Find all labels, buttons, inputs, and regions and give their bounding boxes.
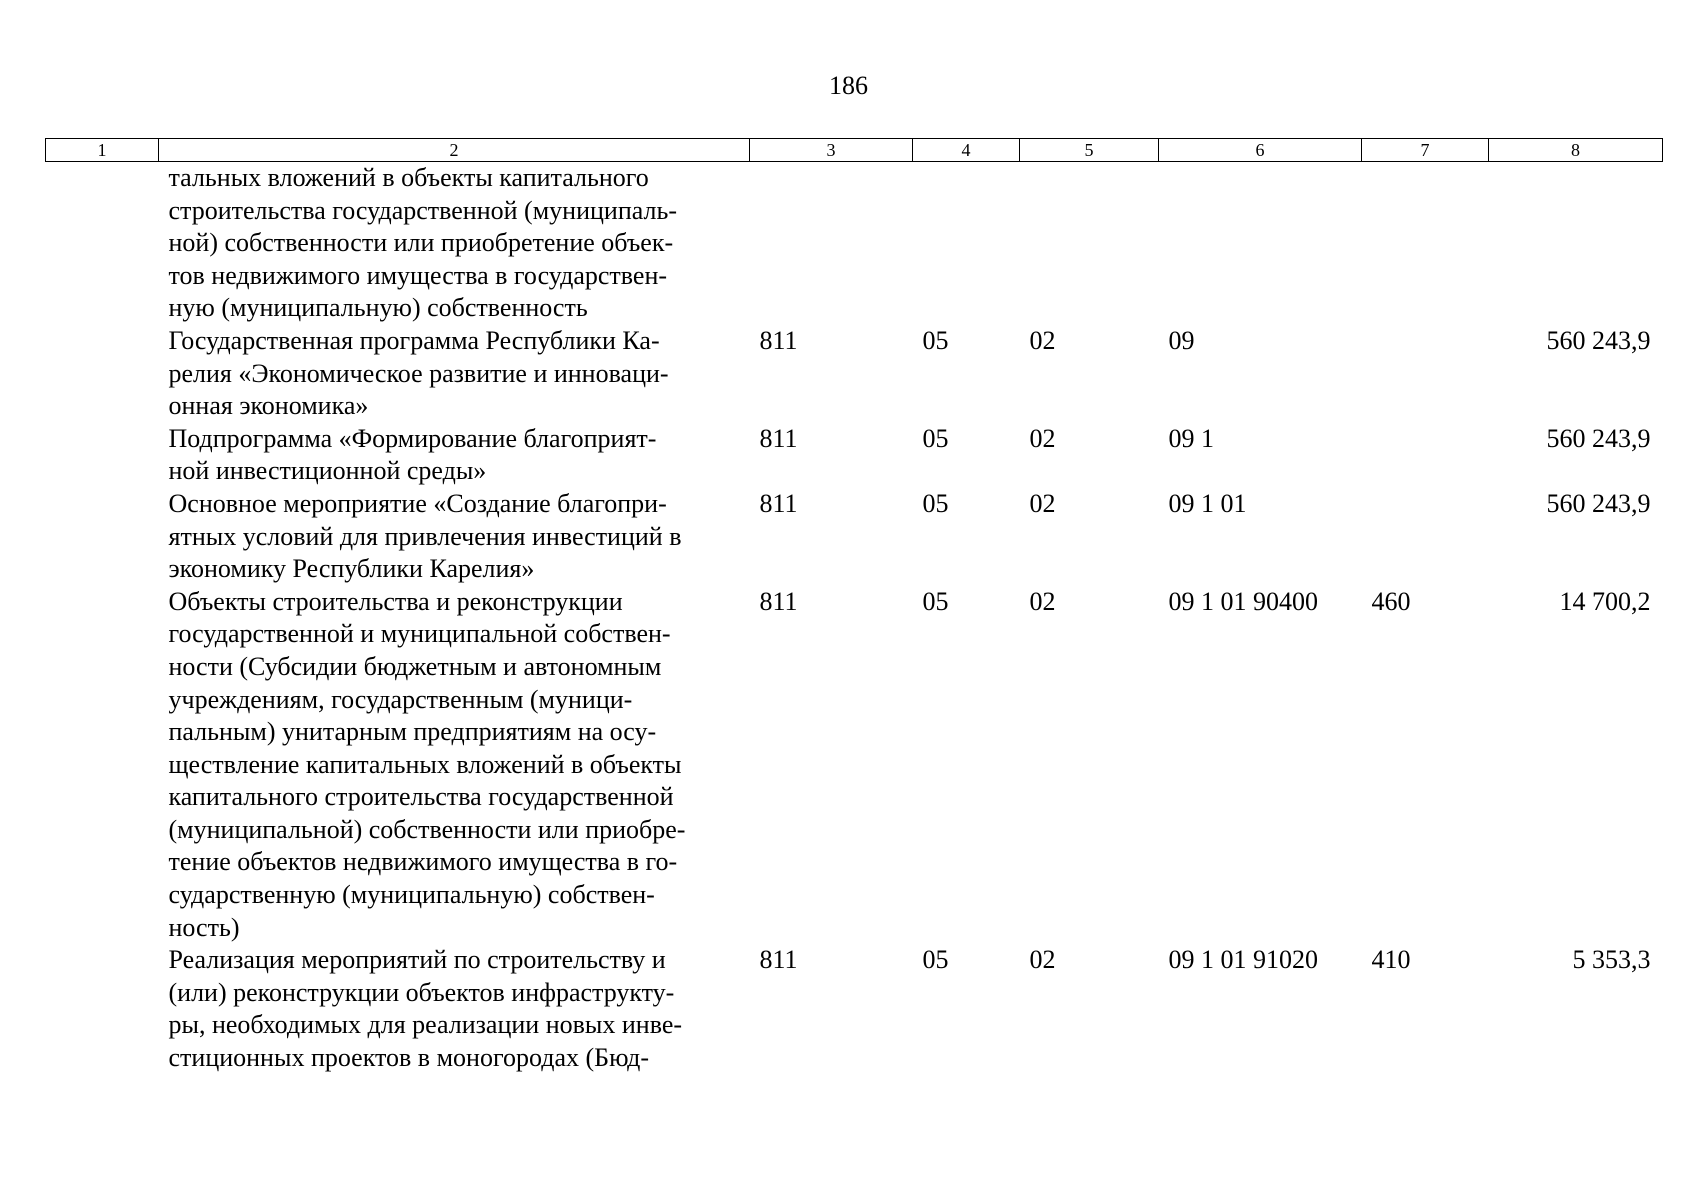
row-ministry-code: 811 [759,423,798,453]
row-description: Объекты строительства и реконструкции государственной и муниципальной собствен- ности (Субсидии бюджетным и автономным учреждениям, государственным (муници- пальным) унитарным предприятиям на осу- ществление капитальных вложений в объекты капитального строительства государственной (муниципальной) собственности или приобре- тение объектов недвижимого имущества в го- сударственную (муниципальную) собствен- ность) [168,586,686,942]
row-ministry-code: 811 [759,945,798,975]
table-row [46,488,1663,586]
column-header-1: 1 [46,139,159,162]
row-target-code [1159,162,1362,325]
page-number: 186 [829,71,868,100]
row-section-code: 05 [922,325,949,355]
row-expense-type: 460 [1371,586,1411,616]
row-target-code: 09 1 01 90400 [1168,586,1318,616]
row-description: Государственная программа Республики Ка- релия «Экономическое развитие и инноваци- онная экономика» [168,325,669,421]
table-header [46,139,1663,162]
table-body [46,162,1663,1075]
row-subsection-code: 02 [1029,945,1056,975]
row-col1 [46,488,159,586]
column-header-3: 3 [750,139,913,162]
row-target-code: 09 1 01 91020 [1168,945,1318,975]
column-header-7: 7 [1362,139,1489,162]
row-expense-type: 410 [1371,945,1411,975]
table-row [46,944,1663,1074]
row-ministry-code [750,162,913,325]
table-row [46,423,1663,488]
row-subsection-code: 02 [1029,586,1056,616]
row-section-code: 05 [922,488,949,518]
table-row [46,586,1663,945]
header-row [46,139,1663,162]
row-expense-type [1362,488,1489,586]
budget-table [45,138,1663,1075]
row-col1 [46,586,159,945]
row-section-code [913,162,1020,325]
row-target-code: 09 1 01 [1168,488,1247,518]
row-expense-type [1362,423,1489,488]
row-subsection-code: 02 [1029,488,1056,518]
row-expense-type [1362,162,1489,325]
row-expense-type [1362,325,1489,423]
row-col1 [46,423,159,488]
column-header-2: 2 [159,139,750,162]
row-target-code: 09 1 [1168,423,1214,453]
row-description: Реализация мероприятий по строительству и (или) реконструкции объектов инфраструкту- ры, необходимых для реализации новых инве- стиционных проектов в моногородах (Бюд- [168,945,683,1073]
column-header-8: 8 [1489,139,1663,162]
row-amount: 560 243,9 [1546,488,1651,518]
table-row [46,162,1663,325]
row-col1 [46,162,159,325]
column-header-6: 6 [1159,139,1362,162]
row-description: Подпрограмма «Формирование благоприят- ной инвестиционной среды» [168,423,657,486]
row-section-code: 05 [922,945,949,975]
row-amount: 14 700,2 [1559,586,1651,616]
row-ministry-code: 811 [759,488,798,518]
row-section-code: 05 [922,423,949,453]
row-amount: 560 243,9 [1546,325,1651,355]
row-amount: 560 243,9 [1546,423,1651,453]
row-col1 [46,944,159,1074]
row-amount: 5 353,3 [1572,945,1651,975]
row-target-code: 09 [1168,325,1195,355]
row-amount [1489,162,1663,325]
row-description: тальных вложений в объекты капитального строительства государственной (муниципаль- ной) собственности или приобретение объек- тов недвижимого имущества в государствен- ную (муниципальную) собственность [168,163,677,323]
row-section-code: 05 [922,586,949,616]
row-col1 [46,325,159,423]
row-subsection-code: 02 [1029,423,1056,453]
column-header-4: 4 [913,139,1020,162]
row-description: Основное мероприятие «Создание благопри- ятных условий для привлечения инвестиций в экономику Республики Карелия» [168,488,682,584]
row-ministry-code: 811 [759,325,798,355]
row-subsection-code: 02 [1029,325,1056,355]
row-subsection-code [1020,162,1159,325]
column-header-5: 5 [1020,139,1159,162]
row-ministry-code: 811 [759,586,798,616]
table-row [46,325,1663,423]
